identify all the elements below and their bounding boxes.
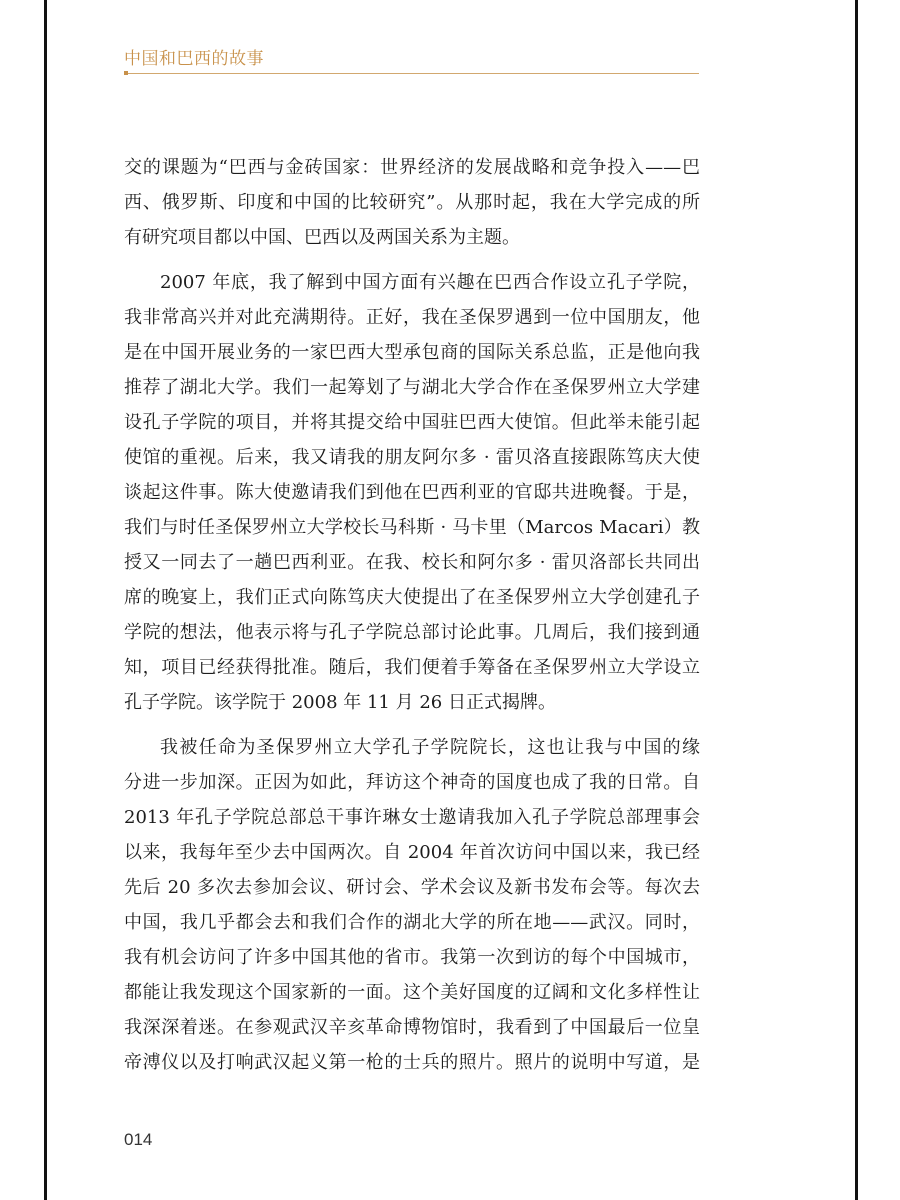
paragraph-line: 我们与时任圣保罗州立大学校长马科斯 · 马卡里（Marcos Macari）教 [124,517,700,538]
paragraph-line: 谈起这件事。陈大使邀请我们到他在巴西利亚的官邸共进晚餐。于是， [124,482,700,503]
paragraph-line: 2013 年孔子学院总部总干事许琳女士邀请我加入孔子学院总部理事会 [124,807,700,828]
paragraph-line: 推荐了湖北大学。我们一起筹划了与湖北大学合作在圣保罗州立大学建 [124,377,700,398]
paragraph-3 [124,730,700,1080]
page-number: 014 [124,1130,153,1149]
paragraph-line: 我深深着迷。在参观武汉辛亥革命博物馆时，我看到了中国最后一位皇 [124,1017,700,1038]
header-rule-marker [124,71,128,75]
paragraph-line: 知，项目已经获得批准。随后，我们便着手筹备在圣保罗州立大学设立 [124,657,700,678]
page-edge-right [855,0,858,1200]
paragraph-1 [124,150,700,255]
paragraph-line: 中国，我几乎都会去和我们合作的湖北大学的所在地——武汉。同时， [124,912,700,933]
paragraph-2 [124,265,700,720]
header-rule [124,73,699,74]
paragraph-line: 2007 年底，我了解到中国方面有兴趣在巴西合作设立孔子学院， [160,272,700,293]
paragraph-line: 以来，我每年至少去中国两次。自 2004 年首次访问中国以来，我已经 [124,842,700,863]
paragraph-line: 交的课题为“巴西与金砖国家：世界经济的发展战略和竞争投入——巴 [124,157,700,178]
paragraph-line: 我被任命为圣保罗州立大学孔子学院院长，这也让我与中国的缘 [160,737,700,758]
paragraph-line: 西、俄罗斯、印度和中国的比较研究”。从那时起，我在大学完成的所 [124,192,700,213]
page-edge-left [44,0,47,1200]
paragraph-line: 帝溥仪以及打响武汉起义第一枪的士兵的照片。照片的说明中写道，是 [124,1052,700,1073]
running-header-title: 中国和巴西的故事 [124,49,264,69]
body-text [124,150,700,1090]
paragraph-line: 分进一步加深。正因为如此，拜访这个神奇的国度也成了我的日常。自 [124,772,700,793]
paragraph-line: 我非常高兴并对此充满期待。正好，我在圣保罗遇到一位中国朋友，他 [124,307,700,328]
paragraph-line: 我有机会访问了许多中国其他的省市。我第一次到访的每个中国城市， [124,947,700,968]
paragraph-line: 是在中国开展业务的一家巴西大型承包商的国际关系总监，正是他向我 [124,342,700,363]
paragraph-line: 学院的想法，他表示将与孔子学院总部讨论此事。几周后，我们接到通 [124,622,700,643]
paragraph-line: 有研究项目都以中国、巴西以及两国关系为主题。 [124,227,520,248]
paragraph-line: 都能让我发现这个国家新的一面。这个美好国度的辽阔和文化多样性让 [124,982,700,1003]
paragraph-line: 孔子学院。该学院于 2008 年 11 月 26 日正式揭牌。 [124,692,556,713]
paragraph-line: 先后 20 多次去参加会议、研讨会、学术会议及新书发布会等。每次去 [124,877,700,898]
paragraph-line: 设孔子学院的项目，并将其提交给中国驻巴西大使馆。但此举未能引起 [124,412,700,433]
paragraph-line: 使馆的重视。后来，我又请我的朋友阿尔多 · 雷贝洛直接跟陈笃庆大使 [124,447,700,468]
paragraph-line: 席的晚宴上，我们正式向陈笃庆大使提出了在圣保罗州立大学创建孔子 [124,587,700,608]
paragraph-line: 授又一同去了一趟巴西利亚。在我、校长和阿尔多 · 雷贝洛部长共同出 [124,552,700,573]
